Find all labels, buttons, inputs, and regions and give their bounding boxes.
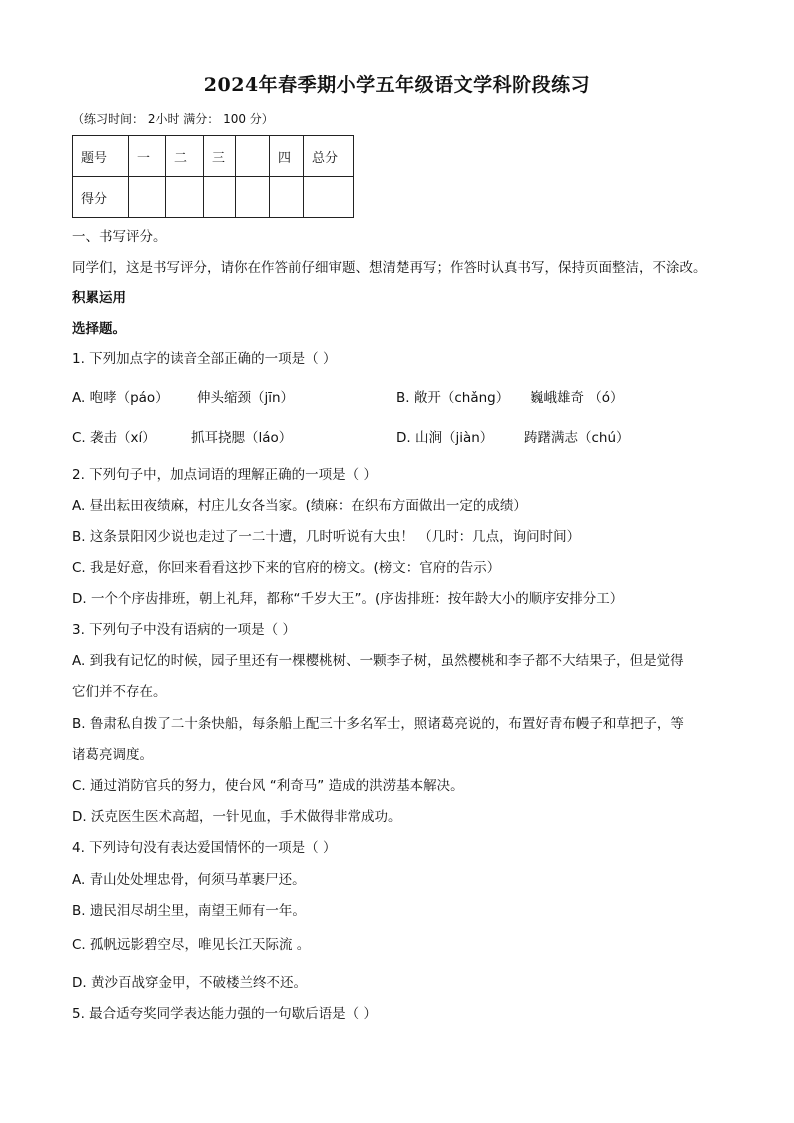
option-b: B. 敞开（chǎng） [396, 390, 510, 406]
option-b-word-2: 巍峨雄奇 （ó） [530, 390, 624, 406]
score-input-cell[interactable] [236, 177, 270, 218]
score-table-cell: 一 [129, 136, 166, 177]
score-input-cell[interactable] [166, 177, 204, 218]
option-b: B. 遗民泪尽胡尘里，南望王师有一年。 [72, 903, 306, 919]
section-choice-heading: 选择题。 [72, 321, 126, 337]
score-table-header-row [73, 136, 354, 177]
option-a: A. 咆哮（páo） [72, 390, 169, 406]
option-c: C. 我是好意，你回来看看这抄下来的官府的榜文。(榜文：官府的告示） [72, 560, 501, 576]
score-table-row-label: 得分 [73, 177, 129, 218]
option-c-word-2: 抓耳挠腮（láo） [191, 430, 293, 446]
option-c: C. 孤帆远影碧空尽，唯见长江天际流 。 [72, 937, 311, 953]
score-input-cell[interactable] [304, 177, 354, 218]
option-a-continuation: 它们并不存在。 [72, 684, 167, 700]
page-title: 2024年春季期小学五年级语文学科阶段练习 [203, 74, 591, 96]
option-b: B. 这条景阳冈少说也走过了一二十遭，几时听说有大虫！ （几时：几点，询问时间） [72, 529, 581, 545]
exam-info: （练习时间： 2小时 满分： 100 分） [72, 112, 274, 126]
question-2-stem: 2. 下列句子中，加点词语的理解正确的一项是（ ） [72, 467, 377, 483]
score-input-cell[interactable] [129, 177, 166, 218]
section-1-description: 同学们，这是书写评分，请你在作答前仔细审题、想清楚再写；作答时认真书写，保持页面整洁，不涂改。 [72, 260, 707, 276]
option-b-continuation: 诸葛亮调度。 [72, 747, 153, 763]
score-table-cell: 四 [270, 136, 304, 177]
score-input-cell[interactable] [270, 177, 304, 218]
score-input-cell[interactable] [204, 177, 236, 218]
question-5-stem: 5. 最合适夸奖同学表达能力强的一句歇后语是（ ） [72, 1006, 377, 1022]
option-d: D. 一个个序齿排班，朝上礼拜，都称“千岁大王”。(序齿排班：按年龄大小的顺序安排分工） [72, 591, 624, 607]
section-1-title: 一、书写评分。 [72, 229, 167, 245]
score-table-cell: 题号 [73, 136, 129, 177]
option-d: D. 山涧（jiàn） [396, 430, 494, 446]
option-a: A. 昼出耘田夜绩麻，村庄儿女各当家。(绩麻：在织布方面做出一定的成绩） [72, 498, 527, 514]
question-4-stem: 4. 下列诗句没有表达爱国情怀的一项是（ ） [72, 840, 337, 856]
option-c: C. 通过消防官兵的努力，使台风 “利奇马” 造成的洪涝基本解决。 [72, 778, 464, 794]
score-table [72, 135, 354, 218]
score-table-cell: 二 [166, 136, 204, 177]
section-accumulate-heading: 积累运用 [72, 290, 126, 306]
question-3-stem: 3. 下列句子中没有语病的一项是（ ） [72, 622, 296, 638]
score-table-cell: 总分 [304, 136, 354, 177]
option-d: D. 黄沙百战穿金甲，不破楼兰终不还。 [72, 975, 307, 991]
option-a: A. 青山处处埋忠骨，何须马革裹尸还。 [72, 872, 306, 888]
option-a-word-2: 伸头缩颈（jīn） [197, 390, 295, 406]
option-d: D. 沃克医生医术高超，一针见血，手术做得非常成功。 [72, 809, 402, 825]
option-a: A. 到我有记忆的时候，园子里还有一棵樱桃树、一颗李子树，虽然樱桃和李子都不大结果子，但是觉得 [72, 653, 684, 669]
question-1-stem: 1. 下列加点字的读音全部正确的一项是（ ） [72, 351, 337, 367]
option-b: B. 鲁肃私自拨了二十条快船，每条船上配三十多名军士，照诸葛亮说的，布置好青布幔子和草把子，等 [72, 716, 684, 732]
option-c: C. 袭击（xí） [72, 430, 156, 446]
score-table-cell: 三 [204, 136, 236, 177]
score-table-score-row [73, 177, 354, 218]
option-d-word-2: 踌躇满志（chú） [524, 430, 630, 446]
score-table-cell [236, 136, 270, 177]
